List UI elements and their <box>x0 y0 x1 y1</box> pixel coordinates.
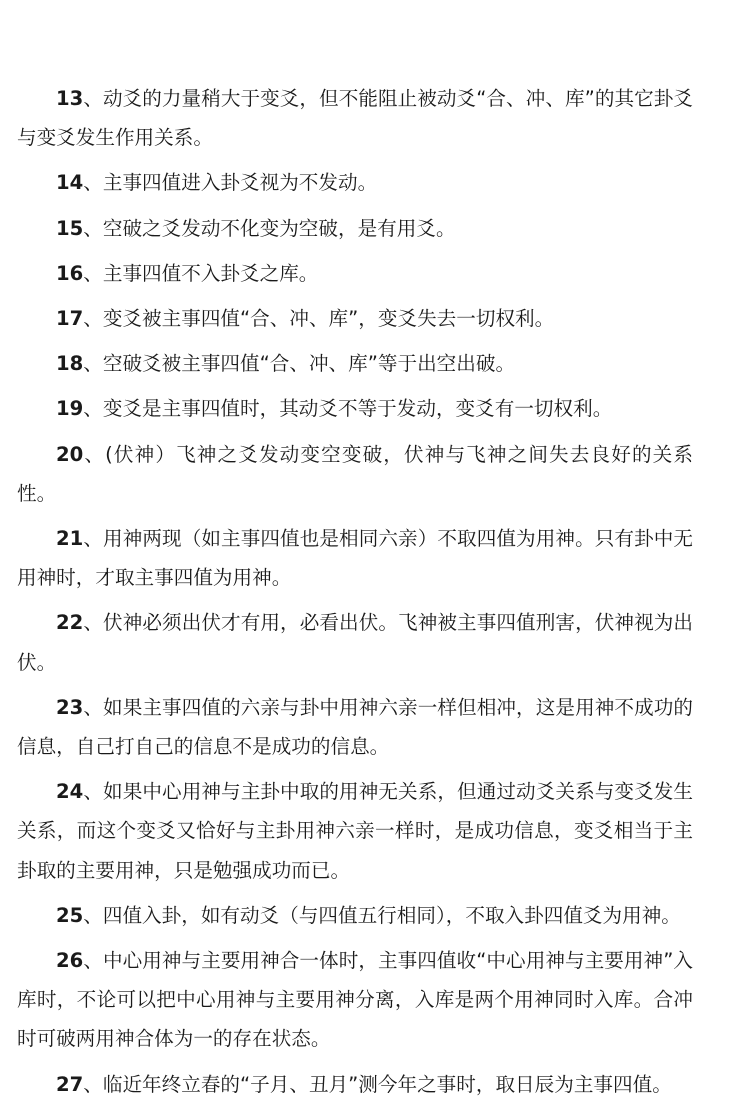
rule-text: 、伏神必须出伏才有用，必看出伏。飞神被主事四值刑害，伏神视为出伏。 <box>17 611 693 674</box>
rule-number: 15 <box>56 216 84 240</box>
rule-number: 24 <box>56 780 84 804</box>
rule-paragraph-18 <box>17 344 693 383</box>
rule-text: 、变爻被主事四值“合、冲、库”，变爻失去一切权利。 <box>83 307 555 331</box>
rule-text: 、如果中心用神与主卦中取的用神无关系，但通过动爻关系与变爻发生关系，而这个变爻又恰好与主卦用神六亲一样时，是成功信息，变爻相当于主卦取的主要用神，只是勉强成功而已。 <box>17 780 693 882</box>
rule-paragraph-23 <box>17 688 693 766</box>
document-body <box>17 79 693 1110</box>
rule-paragraph-27 <box>17 1065 693 1104</box>
rule-text: 、四值入卦，如有动爻（与四值五行相同），不取入卦四值爻为用神。 <box>83 903 681 927</box>
rule-text: 、空破爻被主事四值“合、冲、库”等于出空出破。 <box>83 352 516 376</box>
rule-text: 、主事四值不入卦爻之库。 <box>83 261 319 285</box>
rule-number: 18 <box>56 352 84 376</box>
rule-text: 、用神两现（如主事四值也是相同六亲）不取四值为用神。只有卦中无用神时，才取主事四值为用神。 <box>17 527 693 590</box>
rule-number: 19 <box>56 397 84 421</box>
rule-number: 20 <box>56 442 84 466</box>
rule-number: 14 <box>56 171 84 195</box>
rule-text: 、如果主事四值的六亲与卦中用神六亲一样但相冲，这是用神不成功的信息，自己打自己的信息不是成功的信息。 <box>17 695 693 759</box>
rule-paragraph-21 <box>17 519 693 597</box>
rule-text: 、临近年终立春的“子月、丑月”测今年之事时，取日辰为主事四值。 <box>83 1072 672 1096</box>
rule-number: 17 <box>56 307 84 331</box>
rule-paragraph-15 <box>17 209 693 248</box>
rule-number: 25 <box>56 903 84 927</box>
rule-text: 、主事四值进入卦爻视为不发动。 <box>83 171 378 195</box>
rule-paragraph-25 <box>17 896 693 935</box>
rule-number: 27 <box>56 1072 84 1096</box>
rule-paragraph-17 <box>17 299 693 338</box>
rule-text: 、空破之爻发动不化变为空破，是有用爻。 <box>83 216 456 240</box>
rule-paragraph-26 <box>17 941 693 1059</box>
rule-text: 、动爻的力量稍大于变爻，但不能阻止被动爻“合、冲、库”的其它卦爻与变爻发生作用关系。 <box>17 87 693 150</box>
rule-paragraph-22 <box>17 603 693 681</box>
rule-paragraph-16 <box>17 254 693 293</box>
rule-number: 16 <box>56 261 84 285</box>
rule-number: 21 <box>56 527 84 551</box>
rule-number: 22 <box>56 611 84 635</box>
rule-paragraph-13 <box>17 79 693 157</box>
rule-paragraph-19 <box>17 389 693 428</box>
rule-text: 、(伏神）飞神之爻发动变空变破，伏神与飞神之间失去良好的关系性。 <box>17 442 693 505</box>
rule-paragraph-24 <box>17 772 693 890</box>
rule-paragraph-14 <box>17 163 693 202</box>
rule-paragraph-20 <box>17 435 693 513</box>
rule-number: 13 <box>56 87 84 110</box>
rule-text: 、中心用神与主要用神合一体时，主事四值收“中心用神与主要用神”入库时，不论可以把中心用神与主要用神分离，入库是两个用神同时入库。合冲时可破两用神合体为一的存在状态。 <box>17 949 693 1051</box>
rule-text: 、变爻是主事四值时，其动爻不等于发动，变爻有一切权利。 <box>83 397 613 421</box>
rule-number: 26 <box>56 949 84 973</box>
rule-number: 23 <box>56 695 84 719</box>
